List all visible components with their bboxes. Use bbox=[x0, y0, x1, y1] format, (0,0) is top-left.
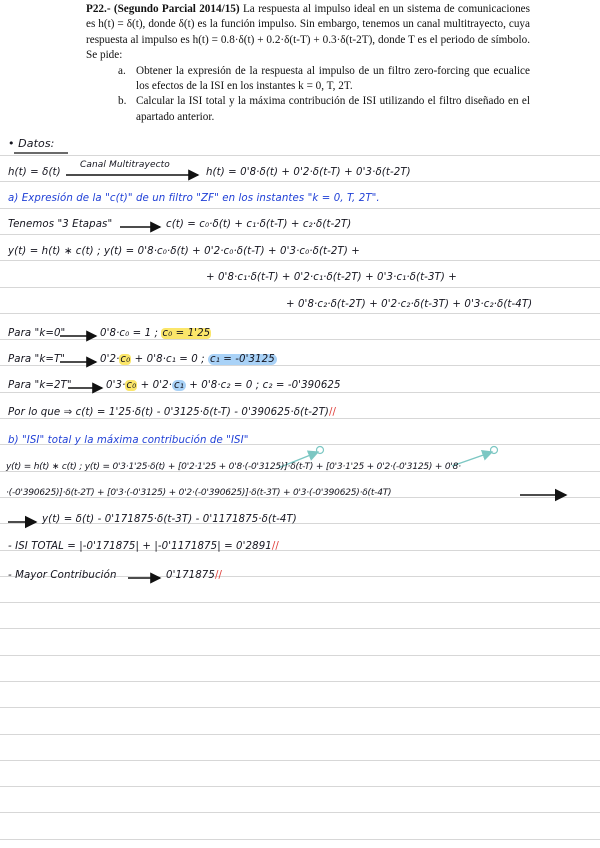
k0-label: Para "k=0" bbox=[8, 328, 66, 339]
kT-equation bbox=[100, 354, 277, 365]
kT-result: c₁ = -0'3125 bbox=[210, 354, 275, 365]
y-expansion-line-1: y(t) = h(t) ∗ c(t) ; y(t) = 0'8·c₀·δ(t) + 0'2·c₀·δ(t-T) + 0'3·c₀·δ(t-2T) + bbox=[8, 246, 360, 257]
k0-result: c₀ = 1'25 bbox=[162, 328, 211, 339]
section-b-heading: b) "ISI" total y la máxima contribución de "ISI" bbox=[8, 435, 249, 446]
mayor-contribucion bbox=[166, 570, 222, 581]
k2T-eq-a: 0'3· bbox=[106, 380, 126, 391]
k2T-label: Para "k=2T" bbox=[8, 380, 72, 391]
k2T-eq-c1: c₁ bbox=[174, 380, 184, 391]
kT-eq-c0: c₀ bbox=[120, 354, 131, 365]
mayor-value: 0'171875 bbox=[166, 570, 215, 581]
problem-item-a-label: a. bbox=[118, 64, 126, 77]
section-a-heading: a) Expresión de la "c(t)" de un filtro "ZF" en los instantes "k = 0, T, 2T". bbox=[8, 193, 380, 204]
h-canal: h(t) = 0'8·δ(t) + 0'2·δ(t-T) + 0'3·δ(t-2T) bbox=[206, 167, 411, 178]
kT-eq-b: + 0'8·c₁ = 0 ; bbox=[134, 354, 205, 365]
y-expansion-line-2: + 0'8·c₁·δ(t-T) + 0'2·c₁·δ(t-2T) + 0'3·c₁·δ(t-3T) + bbox=[206, 272, 457, 283]
k2T-equation bbox=[106, 380, 341, 391]
datos-heading: • Datos: bbox=[8, 137, 55, 150]
result-mark-icon: // bbox=[328, 407, 337, 418]
problem-body: La respuesta al impulso ideal en un sistema de comunicaciones es h(t) = δ(t), donde δ(t) es la función impulso. Sin embargo, tenemos un canal multitrayecto, cuya respuesta al impulso es h(t) = 0.8·δ(t) + 0.2·δ(t-T) + 0.3·δ(t-2T), donde T es el periodo de símbolo. Se pide: bbox=[86, 3, 531, 62]
yb-line-1: y(t) = h(t) ∗ c(t) ; y(t) = 0'3·1'25·δ(t) + [0'2·1'25 + 0'8·(-0'3125)]·δ(t-T) + [0'3·1'25 + 0'2·(-0'3125) + 0'8· bbox=[6, 462, 461, 472]
yb-line-2: ·(-0'390625)]·δ(t-2T) + [0'3·(-0'3125) + 0'2·(-0'390625)]·δ(t-3T) + 0'3·(-0'390625)·δ(t-4T) bbox=[6, 488, 392, 498]
yb-result: y(t) = δ(t) - 0'171875·δ(t-3T) - 0'1171875·δ(t-4T) bbox=[42, 514, 297, 525]
problem-item-a-text: Obtener la expresión de la respuesta al impulso de un filtro zero-forcing que ecualice los efectos de la ISI en los instantes k = 0, T, 2T. bbox=[136, 64, 530, 93]
k2T-eq-c0: c₀ bbox=[126, 380, 137, 391]
k0-equation bbox=[100, 328, 211, 339]
k2T-eq-c: + 0'8·c₂ = 0 ; c₂ = -0'390625 bbox=[189, 380, 341, 391]
h-ideal: h(t) = δ(t) bbox=[8, 167, 61, 178]
kT-label: Para "k=T" bbox=[8, 354, 66, 365]
y-expansion-line-3: + 0'8·c₂·δ(t-2T) + 0'2·c₂·δ(t-3T) + 0'3·c₂·δ(t-4T) bbox=[286, 299, 533, 310]
c-final-text: Por lo que ⇒ c(t) = 1'25·δ(t) - 0'3125·δ(t-T) - 0'390625·δ(t-2T) bbox=[8, 407, 329, 418]
c-expression: c(t) = c₀·δ(t) + c₁·δ(t-T) + c₂·δ(t-2T) bbox=[166, 219, 352, 230]
isi-total bbox=[8, 541, 279, 552]
c-final bbox=[8, 407, 336, 418]
problem-item-b-text: Calcular la ISI total y la máxima contribución de ISI utilizando el filtro diseñado en el apartado anterior. bbox=[136, 95, 530, 123]
k0-eq-text: 0'8·c₀ = 1 ; bbox=[100, 328, 159, 339]
tenemos-label: Tenemos "3 Etapas" bbox=[8, 219, 113, 230]
problem-item-b-label: b. bbox=[118, 95, 127, 108]
isi-total-text: - ISI TOTAL = |-0'171875| + |-0'1171875| = 0'2891 bbox=[8, 541, 272, 552]
canal-label: Canal Multitrayecto bbox=[80, 160, 170, 170]
mayor-mark-icon: // bbox=[214, 570, 223, 581]
problem-title: P22.- (Segundo Parcial 2014/15) bbox=[86, 3, 240, 15]
isi-mark-icon: // bbox=[271, 541, 279, 552]
k2T-eq-b: + 0'2· bbox=[140, 380, 173, 391]
mayor-contribucion-label: - Mayor Contribución bbox=[8, 570, 117, 581]
kT-eq-a: 0'2· bbox=[100, 354, 120, 365]
